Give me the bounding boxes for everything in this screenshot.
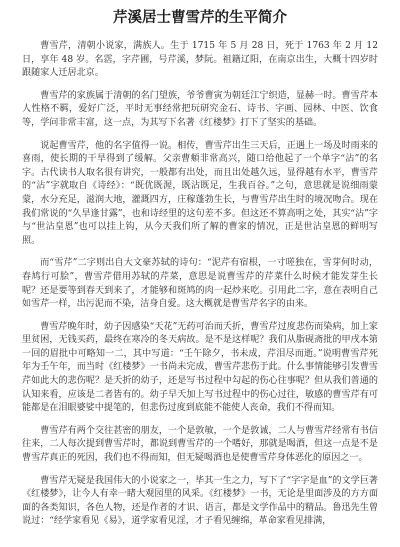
body-paragraph-friends: 曹雪芹有两个交往甚密的朋友，一个是敦敏，一个是敦诚，二人与曹雪芹经常有书信往来，二人每次提到曹雪芹时，都说到曹雪芹的一个嗜好，那就是喝酒，但这一点是不是曹雪芹真正的死因，我们也不得而知，但无疑喝酒也是使曹雪芹身体恶化的原因之一。 — [22, 425, 378, 464]
body-paragraph-intro: 曹雪芹，清朝小说家，满族人。生于 1715 年 5 月 28 日，死于 1763 年 2 月 12 日，享年 48 岁。名霑，字芹圃，号芹溪，梦阮。祖籍辽阳，在南京出生，大概十四岁时跟随家人迁居北京。 — [22, 41, 378, 79]
body-paragraph-family: 曹雪芹的家族属于清朝的名门望族，爷爷曹寅为朝廷江宁织造，显赫一时。曹雪芹本人性格不羁，爱好广泛，平时无事经常把玩研究金石、诗书、字画、园林、中医、饮食等，学问非常丰富，这一点，为其写下名著《红楼梦》打下了坚实的基础。 — [22, 90, 378, 128]
body-paragraph-xueqin-meaning: 而“雪芹”二字则出自大文豪苏轼的诗句：“泥芹有宿根，一寸嗟独在，雪芽何时动，春鸠行可脍”，曹雪芹借用苏轼的芹菜，意思是说曹雪芹的芹菜什么时候才能发芽生长呢？还是要等到春天到来了，才能够和斑鸠的肉一起炒来吃。引用此二字，意在表明自己如雪芹一样，出污泥而不染，洁身自爱。这大概就是曹雪芹名字的由来。 — [22, 258, 378, 310]
body-paragraph-legacy: 曹雪芹无疑是我国伟大的小说家之一，毕其一生之力，写下了“字字是血”的文学巨著《红楼梦》，让今人有幸一睹大观园里的风采。《红楼梦》一书，无论是里面涉及的方方面面的各类知识，各色人物，还是作者的才识、语言，都是文学作品中的精品。鲁迅先生曾说过：“经学家看见《易》，道学家看见淫，才子看见缠绵，革命家看见排满， — [22, 475, 378, 527]
body-paragraph-late-years: 曹雪芹晚年时，幼子因感染“天花”无药可治而夭折，曹雪芹过度悲伤而染病，加上家里贫困，无钱买药，最终在寒冷的冬天病故。是不是这样呢？我们从脂砚斋批的甲戌本第一回的眉批中可略知一二，其中写道：“壬午除夕，书未成，芹泪尽而逝。”说明曹雪芹死年为壬午年，而当时《红楼梦》一书尚未完成，曹雪芹悲伤于此。什么事情能够引发曹雪芹如此大的悲伤呢？是夭折的幼子，还是写书过程中勾起的伤心往事呢？但从我们普通的认知来看，应该是二者皆有的。幼子早夭加上写书过程中的伤心过往，敏感的曹雪芹有可能都是在泪眼婆娑中提笔的，但悲伤过度到底能不能使人丧命，我们不得而知。 — [22, 321, 378, 414]
document-body — [22, 40, 378, 538]
body-paragraph-name-origin: 说起曹雪芹，他的名字值得一说。相传，曹雪芹出生三天后，正遇上一场及时雨来的喜雨，使长期的干旱得到了缓解。父亲曹頫非常高兴，随口给他起了一个单字“沾”的名字。古代读书人取名很有讲究，一般都有出处，而且出处越久远，显得越有水平，曹雪芹的“沾”字就取自《诗经》：“既优既渥，既沾既足，生我百谷。”之句，意思就是说细雨蒙蒙，水分充足，滋润大地，灌溉四方，庄稼蓬勃生长，与曹雪芹出生时的境况吻合。现在我们常说的“久旱逢甘露”，也和诗经里的这句差不多。但这还不算高明之处，其实“沾”字与“世沾皇恩”也可以挂上钩，从今天我们所了解的曹家的情况，正是世沾皇恩的鲜明写照。 — [22, 140, 378, 246]
document-title: 芹溪居士曹雪芹的生平简介 — [113, 9, 287, 26]
